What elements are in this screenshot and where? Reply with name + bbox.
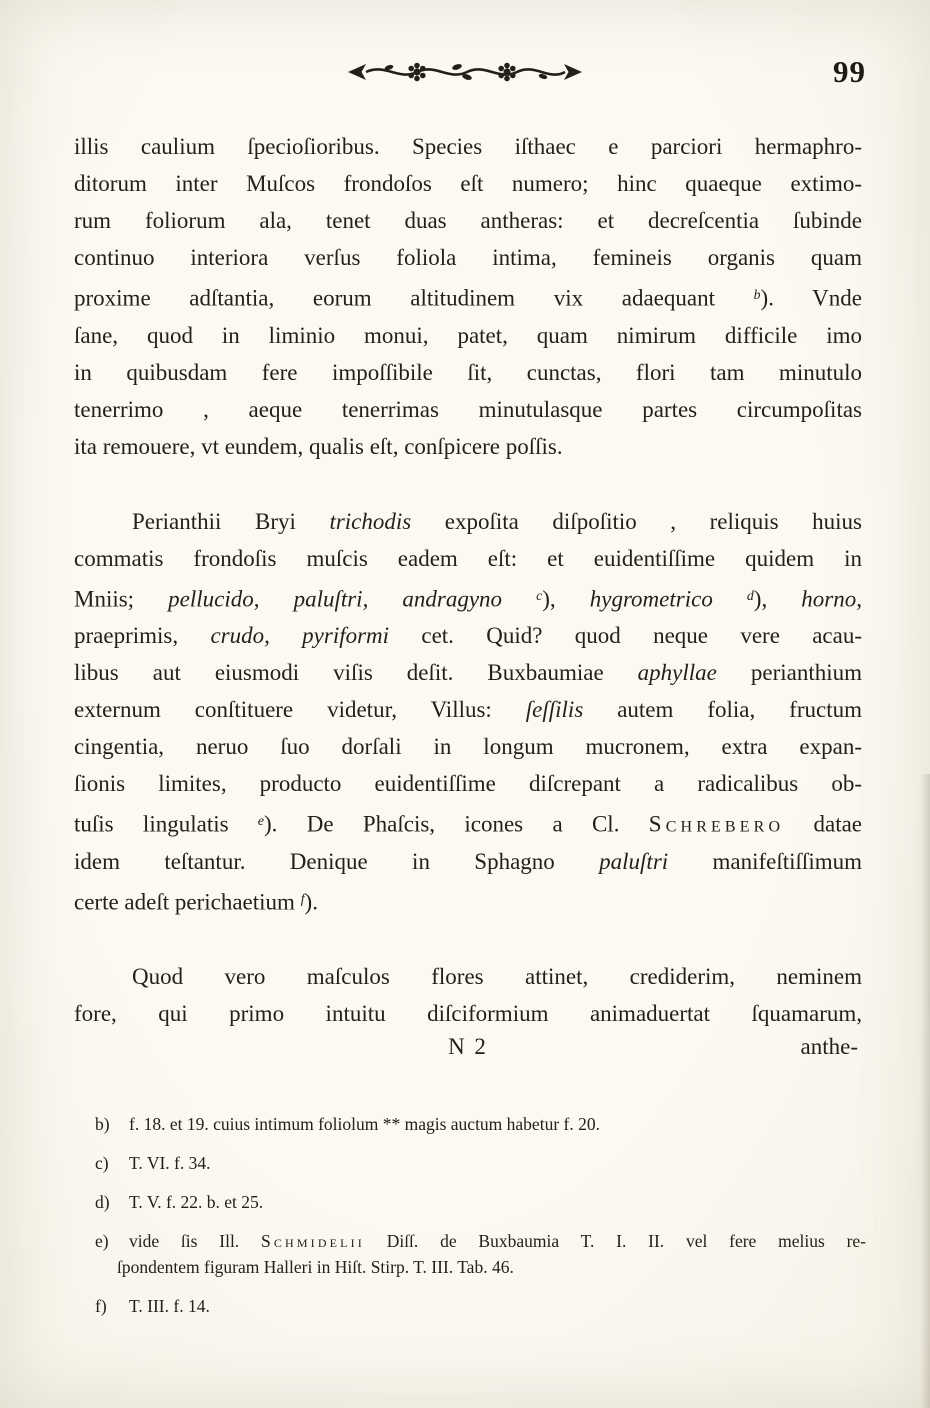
paragraph: [74, 128, 862, 465]
text-line: [74, 276, 862, 317]
text-segment: ſionis limites, producto euidentiſſime diſcrepant a radicalibus ob-: [74, 771, 862, 797]
text-line: [74, 728, 862, 765]
text-segment: perianthium: [716, 660, 862, 686]
text-line: [74, 239, 862, 276]
text-segment: trichodis: [329, 508, 412, 534]
text-segment: libus aut eiusmodi viſis deſit. Buxbaumiae: [74, 660, 638, 686]
footnote-reference: e: [257, 813, 264, 829]
text-segment: horno: [801, 586, 857, 612]
body-text: [74, 128, 862, 1032]
text-segment: Diſſ. de Buxbaumia T. I. II. vel fere melius re-: [364, 1231, 867, 1252]
footnotes: [95, 1111, 866, 1319]
footnote-reference: d: [746, 587, 754, 603]
text-segment: ),: [753, 586, 802, 612]
text-segment: in quibusdam fere impoſſibile ſit, cunctas, flori tam minutulo: [74, 359, 862, 385]
text-line: [74, 617, 862, 654]
footnote-line: [95, 1228, 866, 1254]
text-line: [74, 391, 862, 428]
text-segment: f. 18. et 19. cuius intimum foliolum ** magis auctum habetur f. 20.: [129, 1114, 600, 1135]
text-line: [74, 165, 862, 202]
footnote-label: c): [95, 1153, 109, 1174]
text-line: [74, 958, 862, 995]
text-segment: ).: [304, 889, 318, 915]
footnote-line: [95, 1111, 866, 1137]
page-number: 99: [833, 54, 866, 89]
text-segment: vide ſis Ill.: [129, 1231, 261, 1252]
text-segment: continuo interiora verſus foliola intima, femineis organis quam: [74, 245, 862, 270]
text-segment: pellucido, paluſtri, andragyno: [168, 586, 537, 612]
text-segment: Quod vero maſculos flores attinet, crediderim, neminem: [132, 964, 862, 990]
text-line: [74, 503, 862, 540]
text-segment: paluſtri: [599, 848, 669, 874]
signature-mark: N 2: [448, 1034, 488, 1060]
text-segment: Schmidelii: [261, 1231, 365, 1252]
text-line: [74, 428, 862, 465]
text-segment: ita remouere, vt eundem, qualis eſt, conſpicere poſſis.: [74, 433, 563, 459]
footnote-line: [95, 1293, 866, 1319]
text-segment: expoſita diſpoſitio , reliquis huius: [411, 508, 862, 534]
text-segment: proxime adſtantia, eorum altitudinem vix adaequant: [74, 285, 754, 311]
footnote: [95, 1228, 866, 1280]
footnote-reference: f: [300, 890, 305, 906]
text-segment: T. III. f. 14.: [129, 1296, 210, 1317]
text-line: [74, 995, 862, 1032]
footnote-label: f): [95, 1296, 107, 1317]
footnote-line: [95, 1189, 866, 1215]
text-segment: praeprimis,: [74, 623, 211, 649]
text-segment: Mniis;: [74, 586, 169, 612]
text-segment: datae: [784, 811, 863, 837]
footnote: [95, 1189, 866, 1215]
text-line: [74, 540, 862, 577]
floral-ornament-icon: [0, 58, 930, 91]
paragraph: [74, 958, 862, 1032]
text-segment: autem folia, fructum: [583, 697, 862, 723]
footnote-label: b): [95, 1114, 110, 1135]
footnote-line: [95, 1254, 866, 1280]
text-segment: ),: [542, 586, 590, 612]
text-segment: cet. Quid? quod neque vere acau-: [389, 623, 863, 649]
text-segment: hygrometrico: [589, 586, 747, 612]
text-segment: ditorum inter Muſcos frondoſos eſt numero; hinc quaeque extimo-: [74, 171, 862, 196]
footnote: [95, 1111, 866, 1137]
catchword: anthe-: [800, 1034, 858, 1060]
footnote-reference: c: [536, 587, 543, 603]
text-line: [74, 128, 862, 165]
text-segment: ſpondentem figuram Halleri in Hiſt. Stirp. T. III. Tab. 46.: [117, 1257, 514, 1278]
text-segment: Schrebero: [648, 811, 785, 837]
footnote: [95, 1293, 866, 1319]
text-segment: cingentia, neruo ſuo dorſali in longum mucronem, extra expan-: [74, 734, 862, 760]
footnote-label: d): [95, 1192, 110, 1213]
paragraph: [74, 503, 862, 921]
text-segment: aphyllae: [637, 660, 717, 686]
text-segment: crudo, pyriformi: [210, 623, 390, 649]
text-segment: ſeſſilis: [525, 697, 584, 723]
text-segment: fore, qui primo intuitu diſciformium animaduertat ſquamarum,: [74, 1001, 862, 1027]
text-line: [74, 765, 862, 802]
text-segment: ). De Phaſcis, icones a Cl.: [264, 811, 649, 837]
page-header: [0, 0, 930, 104]
text-line: [74, 354, 862, 391]
text-segment: T. VI. f. 34.: [129, 1153, 211, 1174]
text-line: [74, 880, 862, 921]
footnote-label: e): [95, 1231, 109, 1252]
text-segment: certe adeſt perichaetium: [74, 889, 301, 915]
text-segment: commatis frondoſis muſcis eadem eſt: et euidentiſſime quidem in: [74, 545, 862, 571]
text-segment: illis caulium ſpecioſioribus. Species iſthaec e parciori hermaphro-: [74, 134, 862, 159]
text-segment: ſane, quod in liminio monui, patet, quam nimirum difficile imo: [74, 322, 862, 348]
text-segment: Perianthii Bryi: [132, 508, 330, 534]
text-segment: tenerrimo , aeque tenerrimas minutulasque partes circumpoſitas: [74, 396, 862, 422]
text-line: [74, 577, 862, 618]
text-segment: manifeſtiſſimum: [668, 848, 862, 874]
text-line: [74, 691, 862, 728]
text-line: [74, 202, 862, 239]
text-line: [74, 317, 862, 354]
text-segment: tuſis lingulatis: [74, 811, 258, 837]
text-segment: ,: [856, 586, 862, 612]
text-segment: rum foliorum ala, tenet duas antheras: et decreſcentia ſubinde: [74, 208, 862, 233]
text-line: [74, 802, 862, 843]
text-segment: idem teſtantur. Denique in Sphagno: [74, 848, 600, 874]
text-segment: ). Vnde: [760, 285, 862, 311]
text-segment: T. V. f. 22. b. et 25.: [129, 1192, 264, 1213]
footnote: [95, 1150, 866, 1176]
text-line: [74, 843, 862, 880]
signature-row: [74, 1034, 862, 1071]
footnote-line: [95, 1150, 866, 1176]
text-segment: externum conſtituere videtur, Villus:: [74, 697, 526, 723]
text-line: [74, 654, 862, 691]
footnote-reference: b: [753, 287, 761, 302]
